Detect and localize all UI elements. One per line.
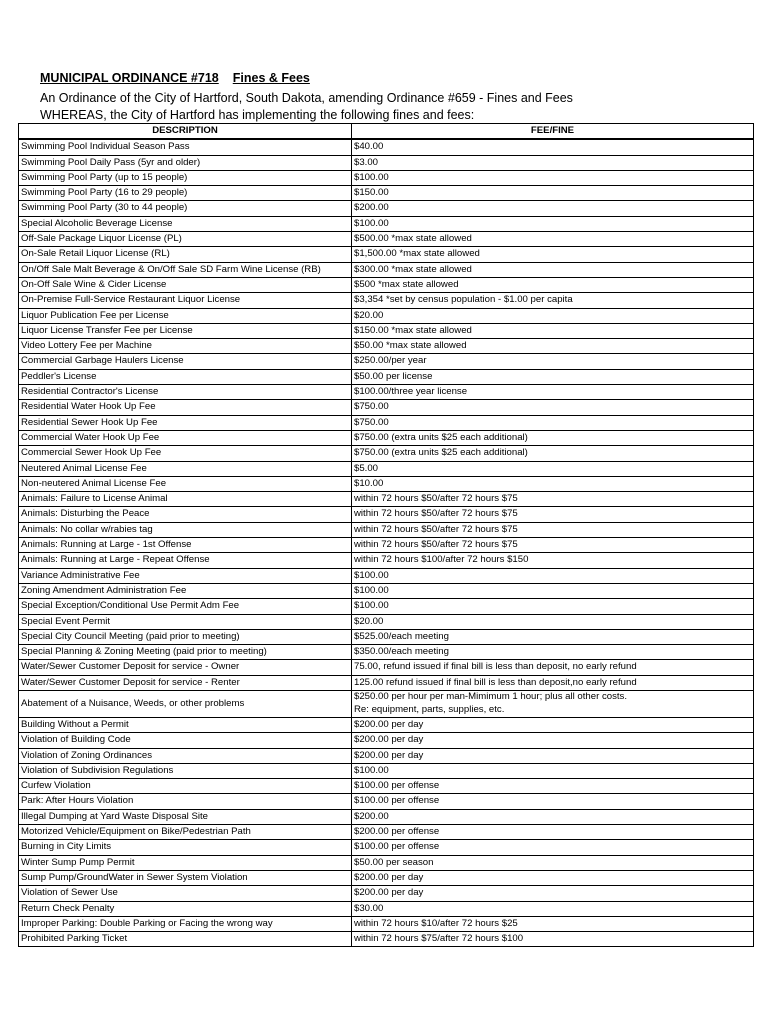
- row-fee: $100.00: [352, 583, 754, 598]
- row-fee: within 72 hours $50/after 72 hours $75: [352, 538, 754, 553]
- row-description: Motorized Vehicle/Equipment on Bike/Pedestrian Path: [19, 825, 352, 840]
- table-row: [19, 461, 754, 476]
- row-description: Violation of Zoning Ordinances: [19, 748, 352, 763]
- row-fee: $20.00: [352, 614, 754, 629]
- row-fee: $3.00: [352, 155, 754, 170]
- row-description: Park: After Hours Violation: [19, 794, 352, 809]
- row-description: Swimming Pool Individual Season Pass: [19, 139, 352, 155]
- row-fee: $300.00 *max state allowed: [352, 262, 754, 277]
- row-fee: $200.00 per offense: [352, 825, 754, 840]
- table-row: [19, 430, 754, 445]
- column-header-fee: FEE/FINE: [352, 124, 754, 140]
- row-description: On-Off Sale Wine & Cider License: [19, 277, 352, 292]
- row-fee: $250.00/per year: [352, 354, 754, 369]
- row-fee: within 72 hours $10/after 72 hours $25: [352, 916, 754, 931]
- table-row: [19, 870, 754, 885]
- table-row: [19, 262, 754, 277]
- table-row: [19, 675, 754, 690]
- table-row: [19, 232, 754, 247]
- row-description: Water/Sewer Customer Deposit for service - Owner: [19, 660, 352, 675]
- row-fee: $525.00/each meeting: [352, 629, 754, 644]
- table-row: [19, 339, 754, 354]
- table-row: [19, 599, 754, 614]
- table-row: [19, 293, 754, 308]
- row-fee: $3,354 *set by census population - $1.00 per capita: [352, 293, 754, 308]
- table-row: [19, 809, 754, 824]
- row-description: Burning in City Limits: [19, 840, 352, 855]
- row-fee: within 72 hours $100/after 72 hours $150: [352, 553, 754, 568]
- table-row: [19, 932, 754, 947]
- table-row: [19, 308, 754, 323]
- table-row: [19, 522, 754, 537]
- row-description: Animals: Failure to License Animal: [19, 492, 352, 507]
- row-description: Illegal Dumping at Yard Waste Disposal Site: [19, 809, 352, 824]
- row-fee: 75.00, refund issued if final bill is less than deposit, no early refund: [352, 660, 754, 675]
- table-row: [19, 779, 754, 794]
- table-row: [19, 583, 754, 598]
- row-fee: $200.00 per day: [352, 748, 754, 763]
- table-row: [19, 748, 754, 763]
- row-description: Curfew Violation: [19, 779, 352, 794]
- table-row: [19, 492, 754, 507]
- row-fee: $100.00 per offense: [352, 794, 754, 809]
- row-description: Commercial Water Hook Up Fee: [19, 430, 352, 445]
- row-description: Violation of Subdivision Regulations: [19, 763, 352, 778]
- row-description: Building Without a Permit: [19, 717, 352, 732]
- row-description: Liquor Publication Fee per License: [19, 308, 352, 323]
- row-fee-line-2: Re: equipment, parts, supplies, etc.: [354, 703, 505, 715]
- table-row: [19, 794, 754, 809]
- row-description: Special Exception/Conditional Use Permit Adm Fee: [19, 599, 352, 614]
- row-description: Residential Contractor's License: [19, 385, 352, 400]
- row-description: Special Event Permit: [19, 614, 352, 629]
- row-fee: $100.00 per offense: [352, 840, 754, 855]
- row-fee: $150.00 *max state allowed: [352, 323, 754, 338]
- ordinance-number: MUNICIPAL ORDINANCE #718: [40, 71, 219, 85]
- row-description: Special City Council Meeting (paid prior to meeting): [19, 629, 352, 644]
- row-description: Zoning Amendment Administration Fee: [19, 583, 352, 598]
- table-row: [19, 446, 754, 461]
- table-row: [19, 400, 754, 415]
- table-row: [19, 277, 754, 292]
- table-row: [19, 717, 754, 732]
- row-fee: $750.00 (extra units $25 each additional): [352, 446, 754, 461]
- table-row: [19, 186, 754, 201]
- row-description: Sump Pump/GroundWater in Sewer System Violation: [19, 870, 352, 885]
- row-description: Abatement of a Nuisance, Weeds, or other problems: [19, 690, 352, 717]
- row-fee: $500 *max state allowed: [352, 277, 754, 292]
- table-row: [19, 901, 754, 916]
- row-description: Water/Sewer Customer Deposit for service - Renter: [19, 675, 352, 690]
- ordinance-heading: [40, 70, 310, 86]
- row-description: On/Off Sale Malt Beverage & On/Off Sale SD Farm Wine License (RB): [19, 262, 352, 277]
- row-description: Animals: Disturbing the Peace: [19, 507, 352, 522]
- row-description: Swimming Pool Party (16 to 29 people): [19, 186, 352, 201]
- row-fee: $350.00/each meeting: [352, 645, 754, 660]
- row-description: Liquor License Transfer Fee per License: [19, 323, 352, 338]
- row-description: On-Sale Retail Liquor License (RL): [19, 247, 352, 262]
- row-description: Violation of Sewer Use: [19, 886, 352, 901]
- table-row: [19, 629, 754, 644]
- row-fee: $100.00/three year license: [352, 385, 754, 400]
- table-row: [19, 155, 754, 170]
- table-row: [19, 855, 754, 870]
- table-row: [19, 690, 754, 717]
- table-row: [19, 415, 754, 430]
- table-row: [19, 369, 754, 384]
- row-fee: $100.00: [352, 599, 754, 614]
- row-description: Special Alcoholic Beverage License: [19, 216, 352, 231]
- table-row: [19, 201, 754, 216]
- row-fee: $750.00 (extra units $25 each additional): [352, 430, 754, 445]
- table-row: [19, 323, 754, 338]
- row-fee: $200.00 per day: [352, 733, 754, 748]
- row-description: Prohibited Parking Ticket: [19, 932, 352, 947]
- row-description: Video Lottery Fee per Machine: [19, 339, 352, 354]
- row-description: Violation of Building Code: [19, 733, 352, 748]
- table-row: [19, 385, 754, 400]
- ordinance-subject: Fines & Fees: [232, 71, 310, 85]
- row-fee: $100.00: [352, 170, 754, 185]
- row-fee: $200.00: [352, 809, 754, 824]
- row-description: Improper Parking: Double Parking or Facing the wrong way: [19, 916, 352, 931]
- table-row: [19, 247, 754, 262]
- row-description: Variance Administrative Fee: [19, 568, 352, 583]
- row-description: Neutered Animal License Fee: [19, 461, 352, 476]
- row-description: Commercial Garbage Haulers License: [19, 354, 352, 369]
- row-fee: $20.00: [352, 308, 754, 323]
- row-fee: within 72 hours $75/after 72 hours $100: [352, 932, 754, 947]
- row-fee: $100.00: [352, 568, 754, 583]
- row-description: Winter Sump Pump Permit: [19, 855, 352, 870]
- row-description: Animals: No collar w/rabies tag: [19, 522, 352, 537]
- table-row: [19, 763, 754, 778]
- row-description: On-Premise Full-Service Restaurant Liquor License: [19, 293, 352, 308]
- table-row: [19, 476, 754, 491]
- row-fee: $150.00: [352, 186, 754, 201]
- row-fee: $200.00 per day: [352, 886, 754, 901]
- row-fee: $200.00: [352, 201, 754, 216]
- table-row: [19, 354, 754, 369]
- row-fee: $200.00 per day: [352, 717, 754, 732]
- fees-table-body: [19, 139, 754, 947]
- row-fee: within 72 hours $50/after 72 hours $75: [352, 522, 754, 537]
- table-row: [19, 825, 754, 840]
- row-description: Off-Sale Package Liquor License (PL): [19, 232, 352, 247]
- table-row: [19, 614, 754, 629]
- row-fee: [352, 690, 754, 717]
- table-row: [19, 568, 754, 583]
- row-description: Commercial Sewer Hook Up Fee: [19, 446, 352, 461]
- table-row: [19, 660, 754, 675]
- row-description: Swimming Pool Daily Pass (5yr and older): [19, 155, 352, 170]
- row-fee: 125.00 refund issued if final bill is less than deposit,no early refund: [352, 675, 754, 690]
- intro-line-1: An Ordinance of the City of Hartford, South Dakota, amending Ordinance #659 - Fines and Fees: [40, 91, 573, 105]
- table-row: [19, 538, 754, 553]
- row-description: Non-neutered Animal License Fee: [19, 476, 352, 491]
- fees-table: [18, 123, 754, 947]
- table-row: [19, 840, 754, 855]
- row-description: Return Check Penalty: [19, 901, 352, 916]
- row-fee: $100.00 per offense: [352, 779, 754, 794]
- row-fee: $100.00: [352, 763, 754, 778]
- row-description: Special Planning & Zoning Meeting (paid prior to meeting): [19, 645, 352, 660]
- row-fee: $40.00: [352, 139, 754, 155]
- column-header-description: DESCRIPTION: [19, 124, 352, 140]
- row-fee: $30.00: [352, 901, 754, 916]
- row-description: Animals: Running at Large - Repeat Offense: [19, 553, 352, 568]
- table-header-row: [19, 124, 754, 140]
- row-fee: $750.00: [352, 415, 754, 430]
- row-fee-line-1: $250.00 per hour per man-Mimimum 1 hour; plus all other costs.: [354, 691, 628, 703]
- row-fee: $5.00: [352, 461, 754, 476]
- row-description: Peddler's License: [19, 369, 352, 384]
- row-fee: $50.00 per season: [352, 855, 754, 870]
- table-row: [19, 139, 754, 155]
- row-fee: $50.00 per license: [352, 369, 754, 384]
- row-description: Residential Water Hook Up Fee: [19, 400, 352, 415]
- table-row: [19, 507, 754, 522]
- row-fee: $200.00 per day: [352, 870, 754, 885]
- row-description: Swimming Pool Party (up to 15 people): [19, 170, 352, 185]
- row-fee: $10.00: [352, 476, 754, 491]
- row-fee: within 72 hours $50/after 72 hours $75: [352, 507, 754, 522]
- row-description: Residential Sewer Hook Up Fee: [19, 415, 352, 430]
- table-row: [19, 553, 754, 568]
- row-fee: $100.00: [352, 216, 754, 231]
- intro-line-2: WHEREAS, the City of Hartford has implementing the following fines and fees:: [40, 108, 475, 122]
- row-fee: $1,500.00 *max state allowed: [352, 247, 754, 262]
- table-row: [19, 645, 754, 660]
- row-fee: $50.00 *max state allowed: [352, 339, 754, 354]
- row-fee: within 72 hours $50/after 72 hours $75: [352, 492, 754, 507]
- table-row: [19, 916, 754, 931]
- row-description: Animals: Running at Large - 1st Offense: [19, 538, 352, 553]
- table-row: [19, 170, 754, 185]
- row-fee: $750.00: [352, 400, 754, 415]
- row-fee: $500.00 *max state allowed: [352, 232, 754, 247]
- table-row: [19, 886, 754, 901]
- table-row: [19, 733, 754, 748]
- row-description: Swimming Pool Party (30 to 44 people): [19, 201, 352, 216]
- table-row: [19, 216, 754, 231]
